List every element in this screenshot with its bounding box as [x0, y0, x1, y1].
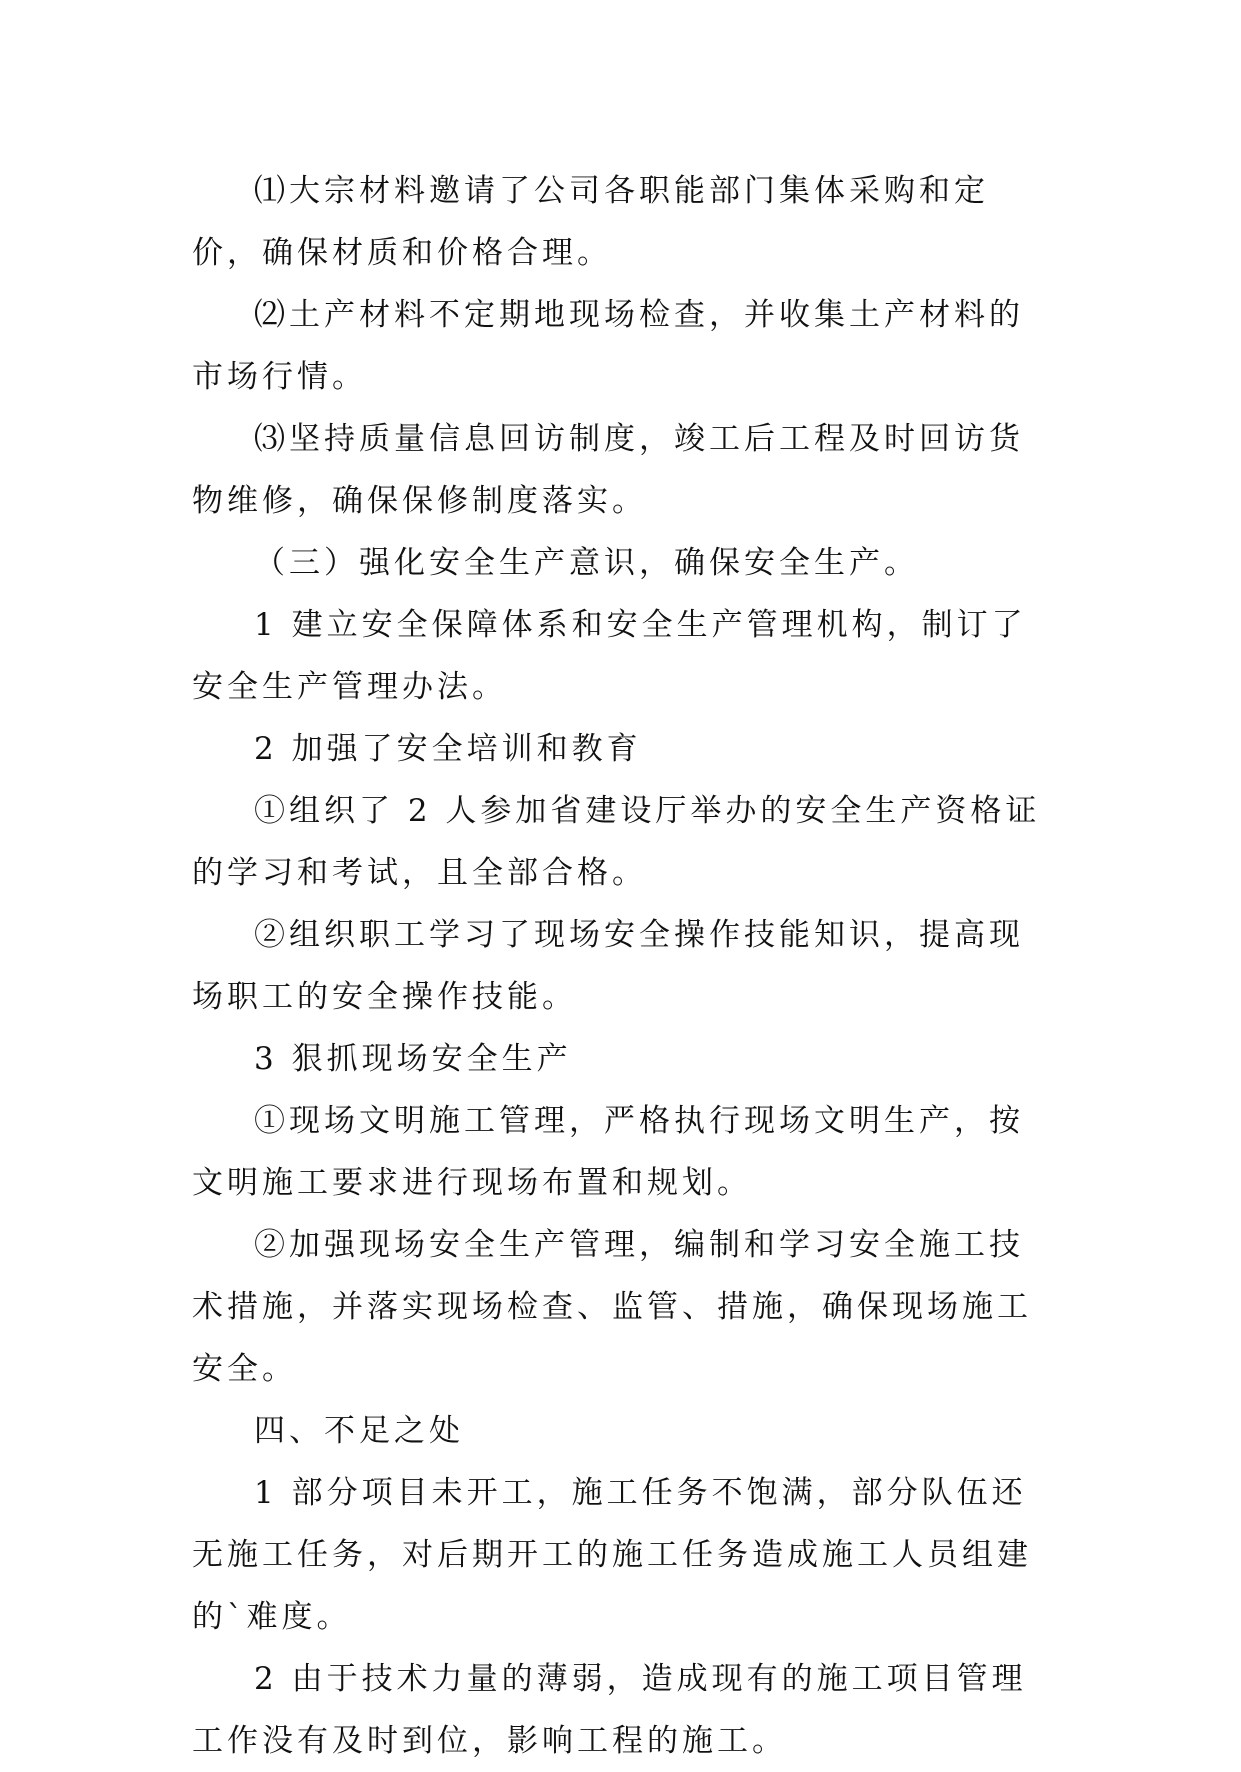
paragraph-shortcoming-1: 1 部分项目未开工，施工任务不饱满，部分队伍还无施工任务，对后期开工的施工任务造成施工人员组建的`难度。	[192, 1475, 1032, 1635]
paragraph-quality-followup: ⑶坚持质量信息回访制度，竣工后工程及时回访货物维修，确保保修制度落实。	[192, 421, 1024, 519]
paragraph-safety-system: 1 建立安全保障体系和安全生产管理机构，制订了安全生产管理办法。	[192, 607, 1027, 705]
paragraph-safety-management: ②加强现场安全生产管理，编制和学习安全施工技术措施，并落实现场检查、监管、措施，确保现场施工安全。	[192, 1227, 1032, 1387]
paragraph-material-procurement: ⑴大宗材料邀请了公司各职能部门集体采购和定价，确保材质和价格合理。	[192, 173, 989, 271]
paragraph-local-materials: ⑵土产材料不定期地现场检查，并收集土产材料的市场行情。	[192, 297, 1024, 395]
paragraph-training-skills: ②组织职工学习了现场安全操作技能知识，提高现场职工的安全操作技能。	[192, 917, 1024, 1015]
section-heading-safety: （三）强化安全生产意识，确保安全生产。	[254, 545, 919, 581]
document-body	[192, 160, 1052, 1772]
paragraph-site-safety: 3 狠抓现场安全生产	[254, 1041, 572, 1077]
paragraph-safety-training: 2 加强了安全培训和教育	[254, 731, 642, 767]
paragraph-civilized-construction: ①现场文明施工管理，严格执行现场文明生产，按文明施工要求进行现场布置和规划。	[192, 1103, 1024, 1201]
paragraph-training-exam: ①组织了 2 人参加省建设厅举办的安全生产资格证的学习和考试，且全部合格。	[192, 793, 1041, 891]
paragraph-shortcoming-2: 2 由于技术力量的薄弱，造成现有的施工项目管理工作没有及时到位，影响工程的施工。	[192, 1661, 1027, 1759]
section-heading-shortcomings: 四、不足之处	[254, 1413, 464, 1449]
